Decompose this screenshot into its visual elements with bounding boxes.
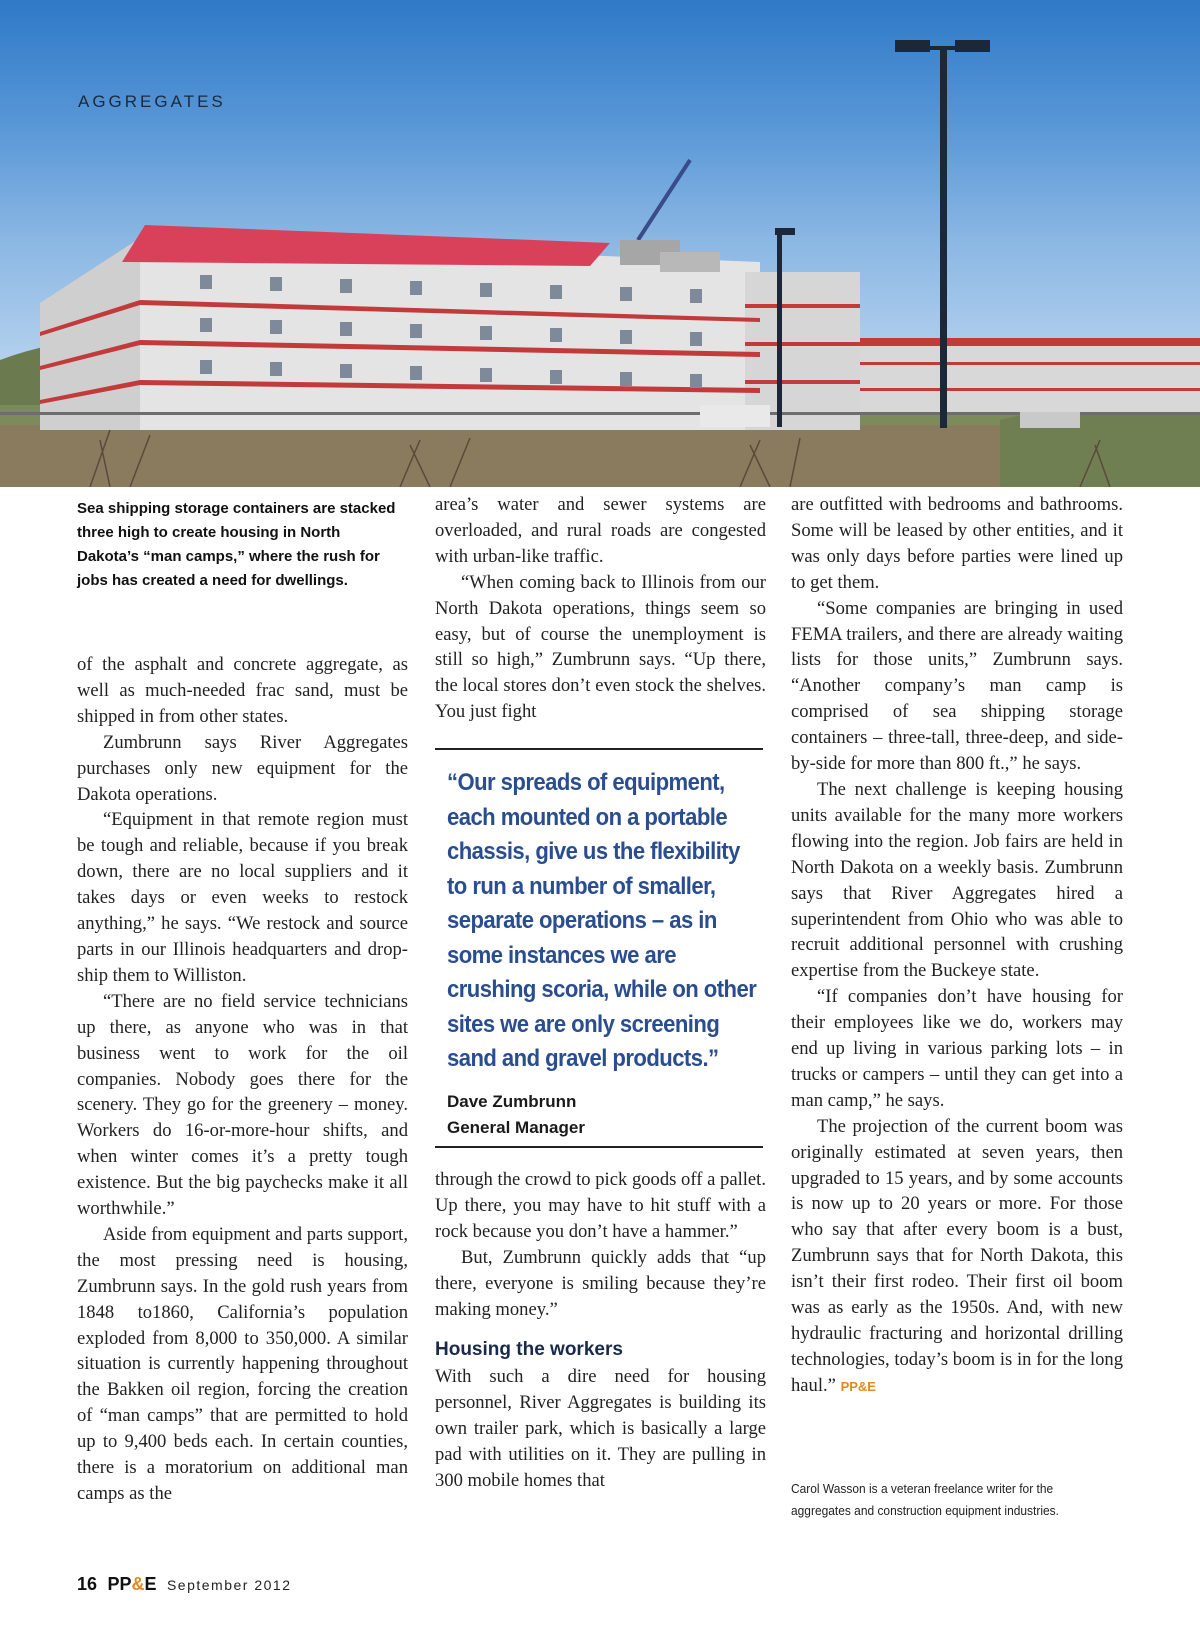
article-column-2-top bbox=[435, 492, 766, 725]
section-label: AGGREGATES bbox=[78, 92, 226, 111]
author-bio: Carol Wasson is a veteran freelance writer for the aggregates and construction equipment industries. bbox=[791, 1481, 1059, 1518]
pull-quote-name: Dave Zumbrunn bbox=[447, 1091, 577, 1111]
magazine-brand bbox=[107, 1574, 156, 1594]
article-column-3 bbox=[791, 492, 1123, 1400]
article-column-1 bbox=[77, 652, 408, 1507]
pull-quote-role: General Manager bbox=[447, 1117, 585, 1137]
page-number: 16 bbox=[77, 1574, 98, 1594]
paragraph: Zumbrunn says River Aggregates purchases only new equipment for the Dakota operations. bbox=[77, 731, 408, 805]
brand-part: PP bbox=[107, 1574, 132, 1594]
article-column-2-bottom bbox=[435, 1167, 766, 1494]
paragraph: “There are no field service technicians up there, as anyone who was in that business went to work for the oil companies. Nobody goes there for the scenery. They go for the greenery – money. Workers do 16-or-more-hour shifts, and when winter comes it’s a pretty tough existence. But the big paychecks make it all worthwhile.” bbox=[77, 990, 408, 1220]
paragraph: area’s water and sewer systems are overloaded, and rural roads are congested with urban-like traffic. bbox=[435, 494, 766, 567]
paragraph: The next challenge is keeping housing units available for the many more workers flowing into the region. Job fairs are held in North Dakota on a weekly basis. Zumbrunn says that River Aggregates hired a superintendent from Ohio who was able to recruit additional personnel with crushing expertise from the Buckeye state. bbox=[791, 778, 1123, 982]
paragraph: “If companies don’t have housing for their employees like we do, workers may end up living in various parking lots – in trucks or campers – until they can get into a man camp,” he says. bbox=[791, 986, 1123, 1111]
subheading: Housing the workers bbox=[435, 1339, 623, 1361]
final-text: The projection of the current boom was originally estimated at seven years, then upgraded to 15 years, and by some accounts is now up to 20 years or more. For those who say that after every boom is a bust, Zumbrunn says that for North Dakota, this isn’t their first rodeo. Their first oil boom was as early as the 1950s. And, with new hydraulic fracturing and horizontal drilling technologies, today’s boom is in for the long haul.” bbox=[791, 1115, 1123, 1396]
paragraph: Aside from equipment and parts support, the most pressing need is housing, Zumbrunn says. In the gold rush years from 1848 to1860, California’s population exploded from 8,000 to 350,000. A similar situation is currently happening throughout the Bakken oil region, forcing the creation of “man camps” that are permitted to hold up to 9,400 beds each. In certain counties, there is a moratorium on additional man camps as the bbox=[77, 1223, 408, 1504]
brand-part: E bbox=[144, 1574, 157, 1594]
pull-quote-text: “Our spreads of equipment, each mounted on a portable chassis, give us the flexibility to run a number of smaller, separate operations – as in some instances we are crushing scoria, while on other sites we are only screening sand and gravel products.” bbox=[447, 769, 757, 1072]
page-footer bbox=[77, 1574, 292, 1595]
signoff-mark: PP&E bbox=[840, 1378, 876, 1394]
paragraph: “When coming back to Illinois from our North Dakota operations, things seem so easy, but of course the unemployment is still so high,” Zumbrunn says. “Up there, the local stores don’t even stock the shelves. You just fight bbox=[435, 571, 766, 723]
pull-quote bbox=[435, 748, 763, 1148]
paragraph: With such a dire need for housing personnel, River Aggregates is building its own trailer park, which is basically a large pad with utilities on it. They are pulling in 300 mobile homes that bbox=[435, 1366, 766, 1492]
brand-amp: & bbox=[131, 1574, 145, 1594]
issue-date: September 2012 bbox=[166, 1577, 292, 1593]
paragraph-final bbox=[791, 1114, 1123, 1400]
man-camp-illustration bbox=[0, 0, 1200, 487]
hero-photo bbox=[0, 0, 1200, 487]
photo-caption: Sea shipping storage containers are stacked three high to create housing in North Dakota’s “man camps,” where the rush for jobs has created a need for dwellings. bbox=[77, 500, 396, 589]
paragraph: of the asphalt and concrete aggregate, as well as much-needed frac sand, must be shipped in from other states. bbox=[77, 654, 408, 727]
paragraph: But, Zumbrunn quickly adds that “up there, everyone is smiling because they’re making money.” bbox=[435, 1246, 766, 1320]
paragraph: are outfitted with bedrooms and bathrooms. Some will be leased by other entities, and it was only days before parties were lined up to get them. bbox=[791, 494, 1123, 593]
paragraph: “Equipment in that remote region must be tough and reliable, because if you break down, there are no local suppliers and it takes days or even weeks to restock anything,” he says. “We restock and source parts in our Illinois headquarters and drop-ship them to Williston. bbox=[77, 809, 408, 986]
paragraph: “Some companies are bringing in used FEMA trailers, and there are already waiting lists for those units,” Zumbrunn says. “Another company’s man camp is comprised of sea shipping storage containers – three-tall, three-deep, and side-by-side for more than 800 ft.,” he says. bbox=[791, 597, 1123, 775]
paragraph: through the crowd to pick goods off a pallet. Up there, you may have to hit stuff with a rock because you don’t have a hammer.” bbox=[435, 1169, 766, 1242]
